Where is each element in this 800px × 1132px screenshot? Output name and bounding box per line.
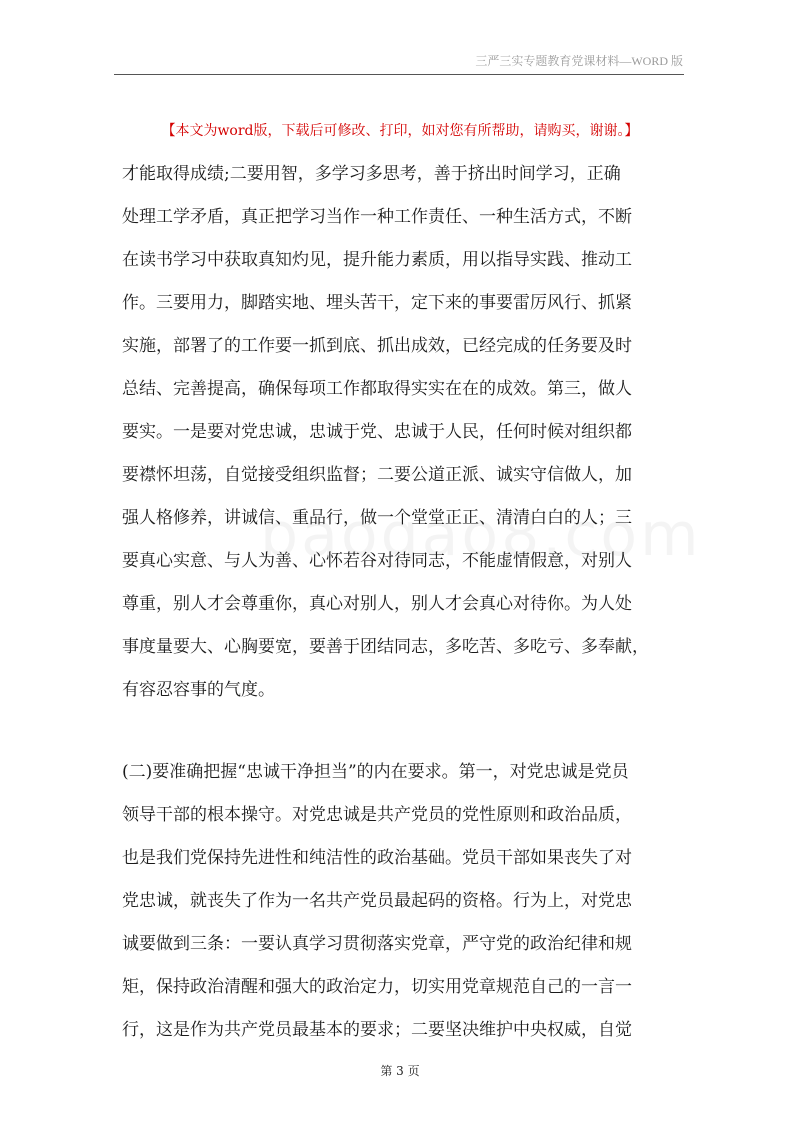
- paragraph-line: 作。三要用力，脚踏实地、埋头苦干，定下来的事要雷厉风行、抓紧: [122, 293, 632, 313]
- paragraph-line: 诚要做到三条：一要认真学习贯彻落实党章，严守党的政治纪律和规: [122, 934, 632, 954]
- paragraph-line: 矩，保持政治清醒和强大的政治定力，切实用党章规范自己的一言一: [122, 977, 632, 997]
- paragraph-line: 才能取得成绩;二要用智，多学习多思考，善于挤出时间学习，正确: [122, 164, 621, 184]
- paragraph-line: 党忠诚，就丧失了作为一名共产党员最起码的资格。行为上，对党忠: [122, 891, 632, 911]
- download-notice: 【本文为word版，下载后可修改、打印，如对您有所帮助，请购买，谢谢。】: [161, 123, 639, 139]
- paragraph-line: 处理工学矛盾，真正把学习当作一种工作责任、一种生活方式，不断: [122, 207, 632, 227]
- paragraph-line: 要真心实意、与人为善、心怀若谷对待同志，不能虚情假意，对别人: [122, 551, 632, 571]
- paragraph-line: 有容忍容事的气度。: [122, 680, 275, 700]
- paragraph-line: 也是我们党保持先进性和纯洁性的政治基础。党员干部如果丧失了对: [122, 848, 632, 868]
- paragraph-line: 强人格修养，讲诚信、重品行，做一个堂堂正正、清清白白的人；三: [122, 508, 632, 528]
- paragraph-line: (二)要准确把握“忠诚干净担当”的内在要求。第一，对党忠诚是党员: [122, 762, 629, 782]
- paragraph-line: 尊重，别人才会尊重你，真心对别人，别人才会真心对待你。为人处: [122, 594, 632, 614]
- header-rule: [114, 74, 684, 75]
- paragraph-line: 总结、完善提高，确保每项工作都取得实实在在的成效。第三，做人: [122, 379, 632, 399]
- paragraph-line: 在读书学习中获取真知灼见，提升能力素质，用以指导实践、推动工: [122, 250, 632, 270]
- paragraph-line: 行，这是作为共产党员最基本的要求；二要坚决维护中央权威，自觉: [122, 1020, 632, 1040]
- page-number: 第 3 页: [380, 1064, 420, 1078]
- paragraph-line: 事度量要大、心胸要宽，要善于团结同志，多吃苦、多吃亏、多奉献，: [122, 637, 649, 657]
- paragraph-line: 实施，部署了的工作要一抓到底、抓出成效，已经完成的任务要及时: [122, 336, 632, 356]
- page-header-title: 三严三实专题教育党课材料—WORD 版: [475, 54, 683, 68]
- paragraph-line: 要襟怀坦荡，自觉接受组织监督；二要公道正派、诚实守信做人，加: [122, 465, 632, 485]
- paragraph-line: 领导干部的根本操守。对党忠诚是共产党员的党性原则和政治品质，: [122, 805, 632, 825]
- paragraph-line: 要实。一是要对党忠诚，忠诚于党、忠诚于人民，任何时候对组织都: [122, 422, 632, 442]
